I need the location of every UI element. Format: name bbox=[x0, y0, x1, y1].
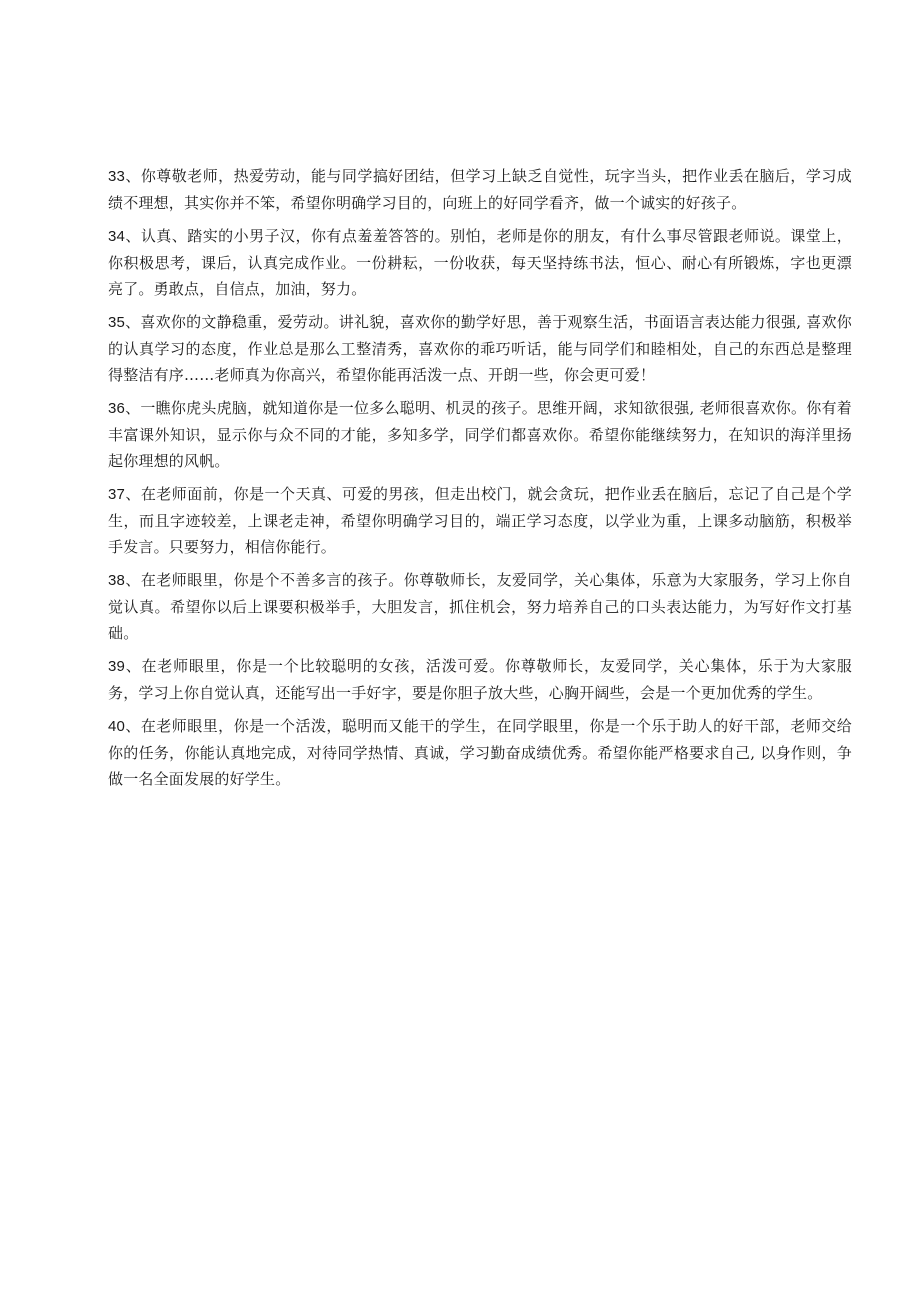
comment-paragraph bbox=[108, 713, 852, 792]
comment-paragraph bbox=[108, 395, 852, 474]
comment-text: 、在老师眼里，你是一个比较聪明的女孩，活泼可爱。你尊敬师长，友爱同学，关心集体，乐于为大家服务，学习上你自觉认真，还能写出一手好字，要是你胆子放大些，心胸开阔些，会是一个更加优秀的学生。 bbox=[108, 657, 852, 702]
comment-text: 、一瞧你虎头虎脑，就知道你是一位多么聪明、机灵的孩子。思维开阔，求知欲很强, 老师很喜欢你。你有着丰富课外知识，显示你与众不同的才能，多知多学，同学们都喜欢你。希望你能继续努力，在知识的海洋里扬起你理想的风帆。 bbox=[108, 399, 852, 470]
comment-number: 33 bbox=[108, 168, 126, 185]
comment-number: 36 bbox=[108, 400, 126, 417]
comment-paragraph bbox=[108, 163, 852, 216]
comment-text: 、在老师眼里，你是一个活泼，聪明而又能干的学生，在同学眼里，你是一个乐于助人的好干部，老师交给你的任务，你能认真地完成，对待同学热情、真诚，学习勤奋成绩优秀。希望你能严格要求自己, 以身作则，争做一名全面发展的好学生。 bbox=[108, 717, 852, 788]
comment-paragraph bbox=[108, 223, 852, 302]
comment-number: 35 bbox=[108, 314, 126, 331]
document-body bbox=[108, 163, 852, 799]
comment-text: 、在老师眼里，你是个不善多言的孩子。你尊敬师长，友爱同学，关心集体，乐意为大家服务，学习上你自觉认真。希望你以后上课要积极举手，大胆发言，抓住机会，努力培养自己的口头表达能力，为写好作文打基础。 bbox=[108, 571, 852, 642]
comment-number: 40 bbox=[108, 718, 126, 735]
comment-number: 38 bbox=[108, 572, 126, 589]
comment-paragraph bbox=[108, 309, 852, 388]
comment-paragraph bbox=[108, 653, 852, 706]
comment-number: 34 bbox=[108, 228, 126, 245]
comment-number: 39 bbox=[108, 658, 126, 675]
comment-text: 、在老师面前，你是一个天真、可爱的男孩，但走出校门，就会贪玩，把作业丢在脑后，忘记了自己是个学生，而且字迹较差，上课老走神，希望你明确学习目的，端正学习态度，以学业为重，上课多动脑筋，积极举手发言。只要努力，相信你能行。 bbox=[108, 485, 852, 556]
comment-paragraph bbox=[108, 567, 852, 646]
comment-text: 、喜欢你的文静稳重，爱劳动。讲礼貌，喜欢你的勤学好思，善于观察生活，书面语言表达能力很强, 喜欢你的认真学习的态度，作业总是那么工整清秀，喜欢你的乖巧听话，能与同学们和睦相处，自己的东西总是整理得整洁有序……老师真为你高兴，希望你能再活泼一点、开朗一些，你会更可爱！ bbox=[108, 313, 852, 384]
comment-paragraph bbox=[108, 481, 852, 560]
comment-text: 、你尊敬老师，热爱劳动，能与同学搞好团结，但学习上缺乏自觉性，玩字当头，把作业丢在脑后，学习成绩不理想，其实你并不笨，希望你明确学习目的，向班上的好同学看齐，做一个诚实的好孩子。 bbox=[108, 167, 852, 212]
comment-text: 、认真、踏实的小男子汉，你有点羞羞答答的。别怕，老师是你的朋友，有什么事尽管跟老师说。课堂上，你积极思考，课后，认真完成作业。一份耕耘，一份收获，每天坚持练书法，恒心、耐心有所锻炼，字也更漂亮了。勇敢点，自信点，加油，努力。 bbox=[108, 227, 852, 298]
comment-number: 37 bbox=[108, 486, 126, 503]
